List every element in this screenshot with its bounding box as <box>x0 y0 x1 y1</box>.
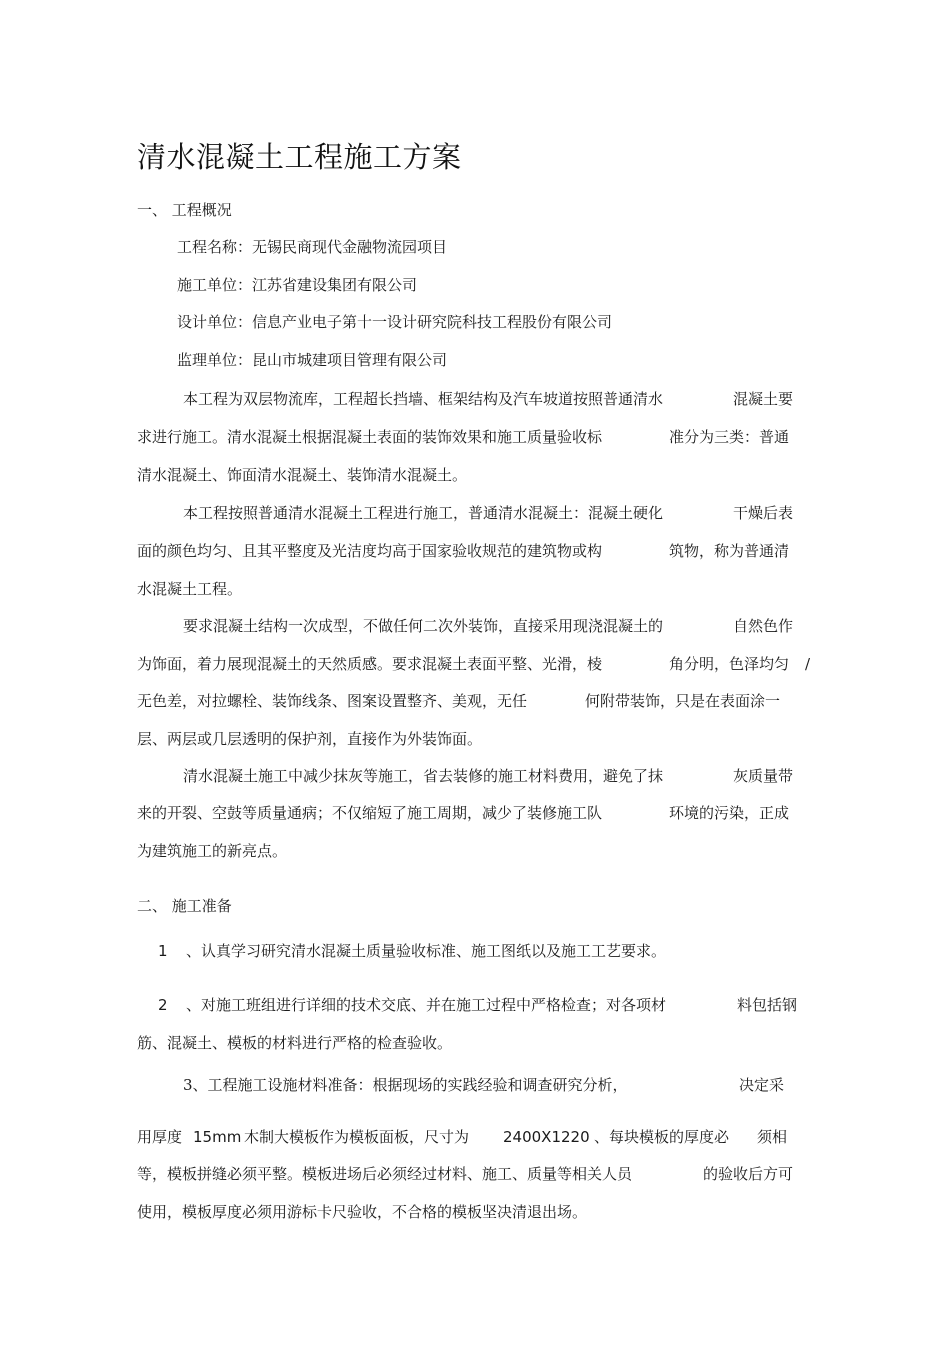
text-segment: 筑物，称为普通清 <box>669 542 790 560</box>
text-segment: 何附带装饰，只是在表面涂一 <box>585 692 781 710</box>
text-segment: 准分为三类：普通 <box>669 428 790 446</box>
text-segment: 、每块模板的厚度必 <box>594 1128 730 1146</box>
text-segment: 自然色作 <box>733 617 794 635</box>
text-segment: 环境的污染，正成 <box>669 804 790 822</box>
text-segment: 混凝土要 <box>733 390 794 408</box>
text-segment: / <box>805 655 811 673</box>
project-name-line: 工程名称：无锡民商现代金融物流园项目 <box>177 238 448 256</box>
list-item-text: 、认真学习研究清水混凝土质量验收标准、施工图纸以及施工工艺要求。 <box>186 942 667 960</box>
text-segment: 干燥后表 <box>733 504 794 522</box>
text-segment: 要求混凝土结构一次成型，不做任何二次外装饰，直接采用现浇混凝土的 <box>183 617 664 635</box>
construction-unit-line: 施工单位：江苏省建设集团有限公司 <box>177 276 418 294</box>
text-segment: 木制大模板作为模板面板，尺寸为 <box>244 1128 470 1146</box>
text-segment: 须相 <box>757 1128 788 1146</box>
text-segment: 面的颜色均匀、且其平整度及光洁度均高于国家验收规范的建筑物或构 <box>137 542 603 560</box>
section-heading-preparation: 二、 施工准备 <box>137 897 232 915</box>
list-item-continuation: 筋、混凝土、模板的材料进行严格的检查验收。 <box>137 1034 453 1052</box>
text-segment: 等，模板拼缝必须平整。模板进场后必须经过材料、施工、质量等相关人员 <box>137 1165 633 1183</box>
text-segment: 、对施工班组进行详细的技术交底、并在施工过程中严格检查；对各项材 <box>186 996 667 1014</box>
text-segment: 决定采 <box>739 1076 785 1094</box>
text-segment: 15mm <box>193 1128 242 1146</box>
text-segment: 2400X1220 <box>503 1128 590 1146</box>
text-segment: 角分明，色泽均匀 <box>669 655 790 673</box>
text-segment: 本工程为双层物流库，工程超长挡墙、框架结构及汽车坡道按照普通清水 <box>183 390 664 408</box>
text-segment: 无色差，对拉螺栓、装饰线条、图案设置整齐、美观，无任 <box>137 692 528 710</box>
text-segment: 来的开裂、空鼓等质量通病；不仅缩短了施工周期，减少了装修施工队 <box>137 804 603 822</box>
text-segment: 用厚度 <box>137 1128 183 1146</box>
list-item-number: 2 <box>158 996 168 1014</box>
text-segment: 清水混凝土施工中减少抹灰等施工，省去装修的施工材料费用，避免了抹 <box>183 767 664 785</box>
document-title: 清水混凝土工程施工方案 <box>137 140 462 174</box>
text-segment: 灰质量带 <box>733 767 794 785</box>
text-segment: 为饰面，着力展现混凝土的天然质感。要求混凝土表面平整、光滑，棱 <box>137 655 603 673</box>
text-segment: 为建筑施工的新亮点。 <box>137 842 288 860</box>
design-unit-line: 设计单位：信息产业电子第十一设计研究院科技工程股份有限公司 <box>177 313 613 331</box>
text-segment: 的验收后方可 <box>703 1165 794 1183</box>
paragraph-line: 使用，模板厚度必须用游标卡尺验收，不合格的模板坚决清退出场。 <box>137 1203 588 1221</box>
text-segment: 料包括钢 <box>737 996 798 1014</box>
text-segment: 清水混凝土、饰面清水混凝土、装饰清水混凝土。 <box>137 466 468 484</box>
section-heading-overview: 一、 工程概况 <box>137 201 232 219</box>
text-segment: 层、两层或几层透明的保护剂，直接作为外装饰面。 <box>137 730 483 748</box>
text-segment: 水混凝土工程。 <box>137 580 243 598</box>
text-segment: 3、工程施工设施材料准备：根据现场的实践经验和调查研究分析， <box>183 1076 628 1094</box>
text-segment: 本工程按照普通清水混凝土工程进行施工，普通清水混凝土：混凝土硬化 <box>183 504 664 522</box>
supervision-unit-line: 监理单位：昆山市城建项目管理有限公司 <box>177 351 448 369</box>
list-item-number: 1 <box>158 942 168 960</box>
text-segment: 求进行施工。清水混凝土根据混凝土表面的装饰效果和施工质量验收标 <box>137 428 603 446</box>
